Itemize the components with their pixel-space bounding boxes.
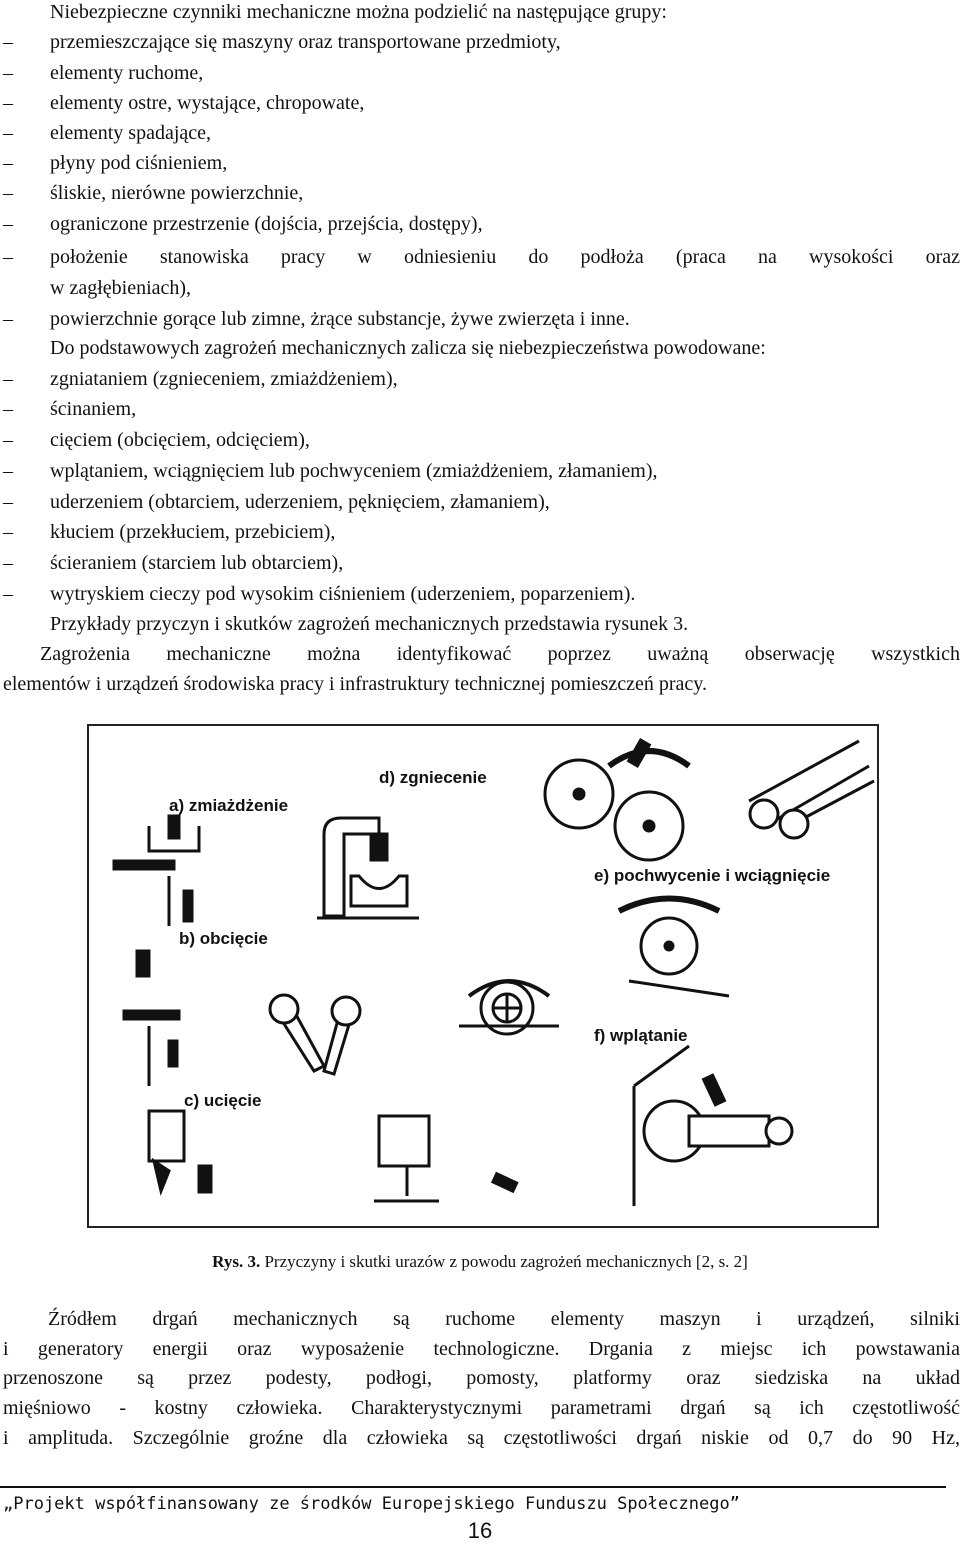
intro-text: Niebezpieczne czynniki mechaniczne można podzielić na następujące grupy:: [50, 1, 667, 23]
finger-b1: [137, 951, 149, 976]
figure-label-d: d) zgniecenie: [379, 768, 487, 787]
caption-label: Rys. 3.: [212, 1252, 261, 1271]
press-die: [351, 876, 407, 906]
figure-label-f: f) wplątanie: [594, 1026, 688, 1045]
hand-a: [114, 861, 174, 869]
footer-divider: [0, 1486, 946, 1488]
hand-b: [124, 1011, 179, 1019]
figure-label-b: b) obcięcie: [179, 929, 268, 948]
page-number: 16: [467, 1518, 493, 1543]
figure-label-c: c) ucięcie: [184, 1091, 262, 1110]
drill-head: [379, 1116, 429, 1166]
figure-caption: [0, 1252, 960, 1272]
figure-illustration: [87, 724, 879, 1228]
shaft-end-right: [780, 810, 808, 838]
shaft-end-left: [750, 800, 778, 828]
footer-text: „Projekt współfinansowany ze środków Europejskiego Funduszu Społecznego”: [3, 1494, 740, 1514]
figure-drawing: [89, 726, 877, 1226]
figure-label-a: a) zmiażdżenie: [169, 796, 289, 815]
press-ram: [371, 834, 387, 860]
finger-a1: [169, 816, 179, 838]
entangle-shaft: [689, 1116, 769, 1146]
caption-text: Przyczyny i skutki urazów z powodu zagrożeń mechanicznych [2, s. 2]: [264, 1252, 748, 1271]
blade: [154, 1161, 169, 1191]
figure-label-e: e) pochwycenie i wciągnięcie: [594, 866, 831, 885]
blade-holder: [149, 1111, 184, 1161]
